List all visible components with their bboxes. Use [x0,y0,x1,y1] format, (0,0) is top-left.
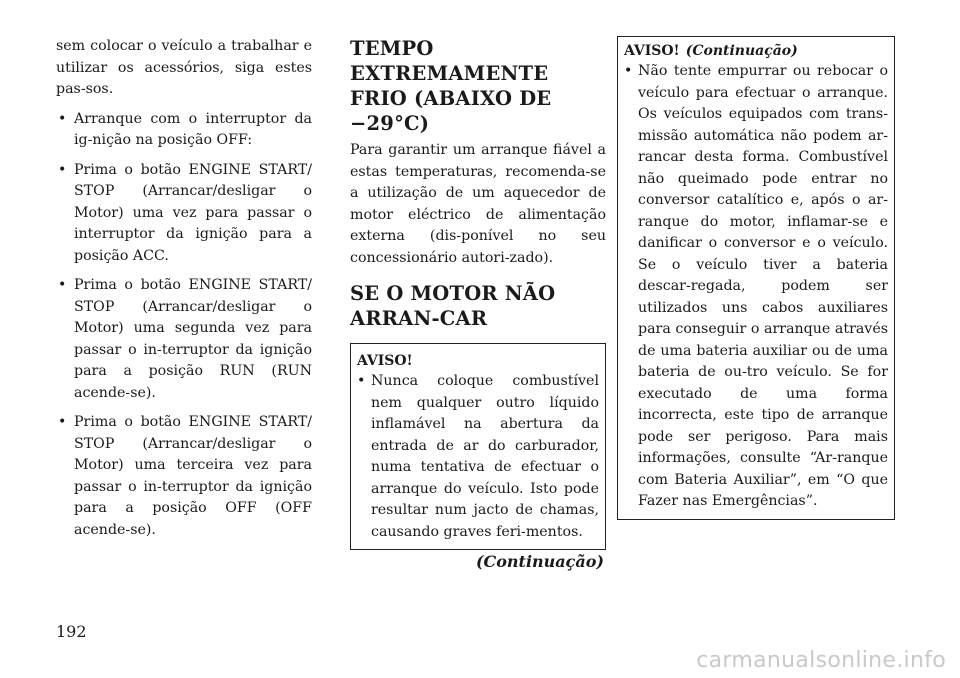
list-item [624,61,888,513]
bullet-icon: • [357,373,366,389]
warning-box-continued [617,36,895,520]
page-number: 192 [56,622,87,641]
list-item [56,412,312,541]
warning-title [624,41,888,61]
warning-title: AVISO! [357,353,413,369]
warning-text: Nunca coloque combustível nem qualquer outro líquido inflamável na abertura da entrada de ar do carburador, numa tentativa de efectuar o arranque do veículo. Isto pode resultar num jacto de chamas, causando graves feri-mentos. [371,373,599,540]
bullet-icon: • [58,414,67,430]
list-item-text: Arranque com o interruptor da ig-nição na posição OFF: [74,110,312,148]
bullet-icon: • [58,110,67,127]
extreme-cold-paragraph: Para garantir um arranque fiável a estas temperaturas, recomenda-se a utilização de um aquecedor de motor eléctrico de alimentação externa (dis-ponível no seu concessionário autori-zado). [350,142,606,266]
column-middle [350,36,606,571]
bullet-icon: • [58,161,67,178]
list-item [357,371,599,543]
list-item [56,275,312,404]
column-left [56,36,312,541]
continued-label: (Continuação) [685,43,798,59]
list-item-text: Prima o botão ENGINE START/ STOP (Arrancar/desligar o Motor) uma vez para passar o interruptor da ignição para a posição ACC. [74,161,312,264]
column-right [617,36,895,520]
list-item-text: Prima o botão ENGINE START/ STOP (Arrancar/desligar o Motor) uma segunda vez para passar o in-terruptor da ignição para a posição RUN (RUN acende-se). [74,277,312,401]
warning-list [624,61,888,513]
steps-list [56,109,312,542]
bullet-icon: • [58,277,67,293]
bullet-icon: • [624,63,633,79]
section-heading-engine-fails: SE O MOTOR NÃO ARRAN-CAR [350,282,556,330]
watermark: carmanualsonline.info [696,648,946,673]
warning-list [357,371,599,543]
list-item-text: Prima o botão ENGINE START/ STOP (Arrancar/desligar o Motor) uma terceira vez para passar o in-terruptor da ignição para a posição OFF (OFF acende-se). [74,414,312,538]
list-item [56,109,312,152]
intro-paragraph: sem colocar o veículo a trabalhar e utilizar os acessórios, siga estes pas-sos. [56,38,312,97]
warning-title-text: AVISO! [624,43,680,59]
warning-box [350,343,606,550]
warning-text: Não tente empurrar ou rebocar o veículo para efectuar o arranque. Os veículos equipados com trans-missão automática não podem ar-rancar desta forma. Combustível não queimado pode entrar no conversor catalítico e, após o ar-ranque do motor, inflamar-se e danificar o conversor e o veículo. Se o veículo tiver a bateria descar-regada, podem ser utilizados uns cabos auxiliares para conseguir o arranque através de uma bateria auxiliar ou de uma bateria de ou-tro veículo. Se for executado de uma forma incorrecta, este tipo de arranque pode ser perigoso. Para mais informações, consulte “Ar-ranque com Bateria Auxiliar”, em “O que Fazer nas Emergências”. [638,63,888,509]
section-heading-extreme-cold: TEMPO EXTREMAMENTE FRIO (ABAIXO DE −29°C) [350,37,552,135]
list-item [56,160,312,268]
continued-label: (Continuação) [475,552,604,571]
